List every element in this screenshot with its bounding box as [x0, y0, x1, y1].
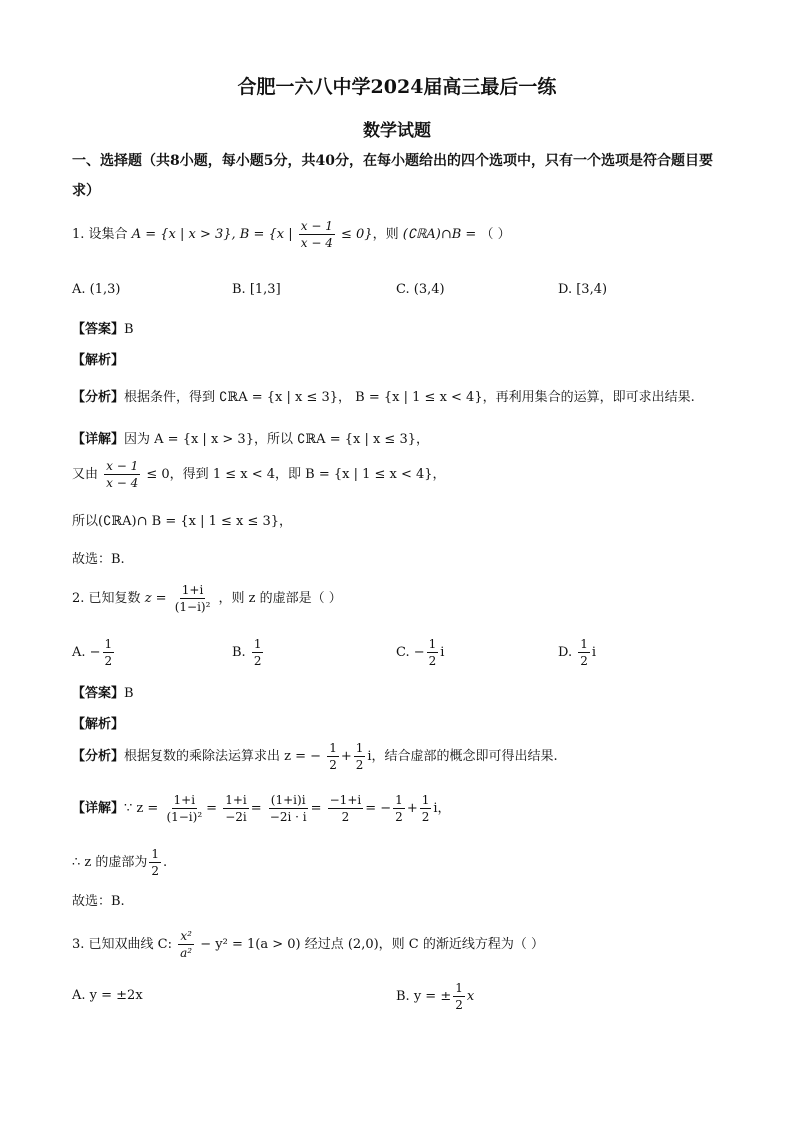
q2-jiexi-label: 【解析】 [72, 717, 125, 732]
q1-option-a: A. (1,3) [72, 282, 121, 297]
q1-option-d: D. [3,4) [558, 282, 608, 297]
q2-option-c: C. − $\frac{1}{2}$ i [396, 637, 445, 668]
q1-option-c: C. (3,4) [396, 282, 445, 297]
q1-stem: 1. 设集合 A = {x | x > 3}, B = {x | $\frac{x - 1}{x - 4}$ ≤ 0}，则 (∁ℝA)∩B = （ ） [72, 219, 511, 250]
q2-analysis: 【分析】根据复数的乘除法运算求出 z = − $\frac{1}{2}$ + $\frac{1}{2}$ i，结合虚部的概念即可得出结果. [72, 741, 558, 772]
q2-option-a: A. − $\frac{1}{2}$ [72, 637, 113, 668]
q2-detail-2: ∴ z 的虚部为 $\frac{1}{2}$ . [72, 847, 168, 878]
q1-detail-3: 所以(∁ℝA)∩ B = {x | 1 ≤ x ≤ 3}， [72, 514, 293, 529]
q1-detail-2: 又由 $\frac{x - 1}{x - 4}$ ≤ 0，得到 1 ≤ x < 4，即 B = {x | 1 ≤ x < 4}， [72, 459, 446, 490]
page-title: 合肥一六八中学2024届高三最后一练 [237, 76, 557, 98]
q1-option-b: B. [1,3] [232, 282, 281, 297]
section-heading: 一、选择题（共8小题，每小题5分，共40分，在每小题给出的四个选项中，只有一个选项是符合题目要求） [72, 153, 713, 199]
q3-option-b: B. y = ± $\frac{1}{2}$ x [396, 981, 475, 1012]
q3-stem: 3. 已知双曲线 C: $\frac{\text{x²}}{\text{a²}}$ − y² = 1(a > 0) 经过点 (2,0)，则 C 的渐近线方程为（ ） [72, 929, 545, 960]
q2-choice: 故选：B. [72, 894, 125, 909]
q1-jiexi-label: 【解析】 [72, 353, 125, 368]
q2-option-b: B. $\frac{1}{2}$ [232, 637, 262, 668]
q1-choice: 故选：B. [72, 552, 125, 567]
q2-stem: 2. 已知复数 z = $\frac{1+i}{\text{(1−i)²}}$ ，则 z 的虚部是（ ） [72, 583, 342, 614]
q1-answer: 【答案】B [72, 322, 134, 337]
q1-fraction: $\frac{x - 1}{x - 4}$ [300, 219, 333, 250]
q3-option-a: A. y = ±2x [72, 988, 143, 1003]
page-subtitle: 数学试题 [363, 121, 431, 141]
q1-detail-fraction: $\frac{x - 1}{x - 4}$ [106, 459, 139, 490]
q2-detail-1: 【详解】∵ z = $\frac{1+i}{\text{(1−i)²}}$ = $\frac{1+i}{-2i}$ = $\frac{(1+i)i}{-2i \cdot i}$ = $\frac{-1+i}{2}$ = − $\frac{1}{2}$ + $\frac{1}{2}$ i， [72, 793, 451, 824]
q1-analysis: 【分析】根据条件，得到 ∁ℝA = {x | x ≤ 3}， B = {x | 1 ≤ x < 4}，再利用集合的运算，即可求出结果. [72, 390, 695, 405]
q1-detail-1: 【详解】因为 A = {x | x > 3}，所以 ∁ℝA = {x | x ≤ 3}， [72, 432, 430, 447]
q2-answer: 【答案】B [72, 686, 134, 701]
q2-option-d: D. $\frac{1}{2}$ i [558, 637, 597, 668]
